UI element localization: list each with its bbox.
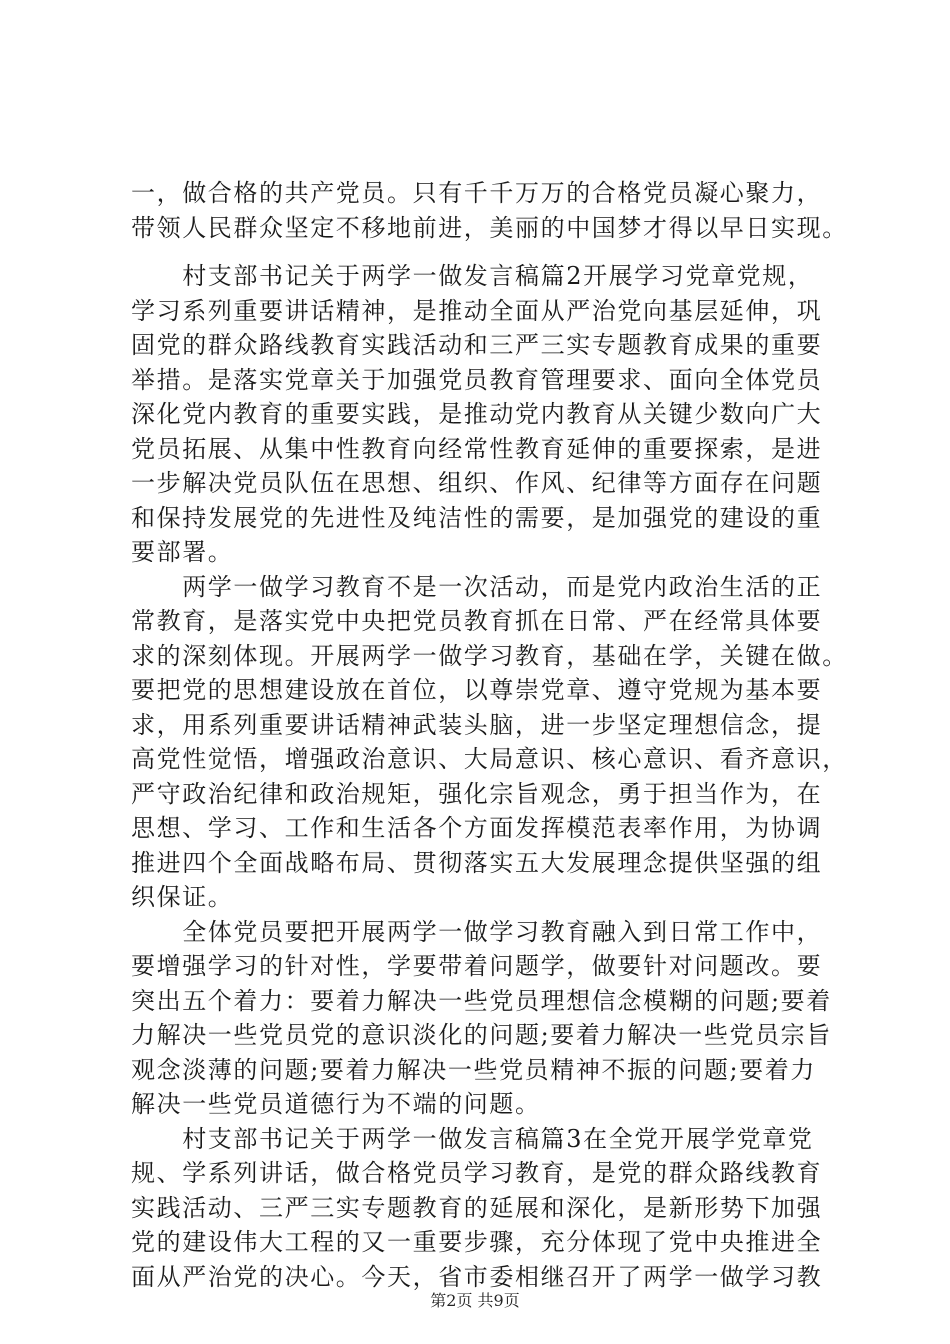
text-line: 求的深刻体现。开展两学一做学习教育，基础在学，关键在做。: [131, 641, 848, 670]
text-line: 严守政治纪律和政治规矩，强化宗旨观念，勇于担当作为，在: [131, 779, 823, 808]
text-line: 观念淡薄的问题;要着力解决一些党员精神不振的问题;要着力: [131, 1055, 816, 1084]
text-line: 规、学系列讲话，做合格党员学习教育，是党的群众路线教育: [131, 1159, 823, 1187]
text-line: 一步解决党员队伍在思想、组织、作风、纪律等方面存在问题: [131, 469, 823, 497]
text-line: 织保证。: [131, 883, 234, 911]
text-line: 力解决一些党员党的意识淡化的问题;要着力解决一些党员宗旨: [131, 1021, 832, 1049]
text-line: 两学一做学习教育不是一次活动，而是党内政治生活的正: [131, 572, 823, 601]
text-line: 深化党内教育的重要实践，是推动党内教育从关键少数向广大: [131, 400, 823, 428]
text-line: 解决一些党员道德行为不端的问题。: [131, 1090, 541, 1118]
text-line: 要增强学习的针对性，学要带着问题学，做要针对问题改。要: [131, 952, 823, 980]
paragraph-block-intro: [131, 176, 848, 245]
text-line: 实践活动、三严三实专题教育的延展和深化，是新形势下加强: [131, 1193, 823, 1222]
text-line: 固党的群众路线教育实践活动和三严三实专题教育成果的重要: [131, 331, 823, 359]
text-line: 常教育，是落实党中央把党员教育抓在日常、严在经常具体要: [131, 607, 823, 635]
text-line: 和保持发展党的先进性及纯洁性的需要，是加强党的建设的重: [131, 503, 823, 532]
text-line: 要把党的思想建设放在首位，以尊崇党章、遵守党规为基本要: [131, 676, 823, 704]
paragraph-block-main: [131, 259, 848, 1294]
text-line: 全体党员要把开展两学一做学习教育融入到日常工作中，: [131, 917, 823, 946]
text-line: 思想、学习、工作和生活各个方面发挥模范表率作用，为协调: [131, 814, 823, 842]
text-line: 突出五个着力：要着力解决一些党员理想信念模糊的问题;要着: [131, 986, 832, 1015]
text-line: 学习系列重要讲话精神，是推动全面从严治党向基层延伸，巩: [131, 296, 823, 325]
text-line: 带领人民群众坚定不移地前进，美丽的中国梦才得以早日实现。: [131, 213, 848, 242]
text-line: 村支部书记关于两学一做发言稿篇2开展学习党章党规，: [131, 262, 814, 290]
text-line: 一，做合格的共产党员。只有千千万万的合格党员凝心聚力，: [131, 179, 823, 207]
text-line: 举措。是落实党章关于加强党员教育管理要求、面向全体党员: [131, 365, 823, 394]
text-line: 要部署。: [131, 538, 234, 566]
text-line: 推进四个全面战略布局、贯彻落实五大发展理念提供坚强的组: [131, 848, 823, 877]
text-line: 党员拓展、从集中性教育向经常性教育延伸的重要探索，是进: [131, 434, 823, 463]
page-number-footer: 第2页 共9页: [430, 1291, 520, 1310]
text-line: 村支部书记关于两学一做发言稿篇3在全党开展学党章党: [131, 1124, 814, 1153]
text-line: 高党性觉悟，增强政治意识、大局意识、核心意识、看齐意识，: [131, 745, 848, 773]
text-line: 面从严治党的决心。今天，省市委相继召开了两学一做学习教: [131, 1262, 823, 1291]
text-line: 党的建设伟大工程的又一重要步骤，充分体现了党中央推进全: [131, 1228, 823, 1256]
text-line: 求，用系列重要讲话精神武装头脑，进一步坚定理想信念，提: [131, 710, 823, 739]
